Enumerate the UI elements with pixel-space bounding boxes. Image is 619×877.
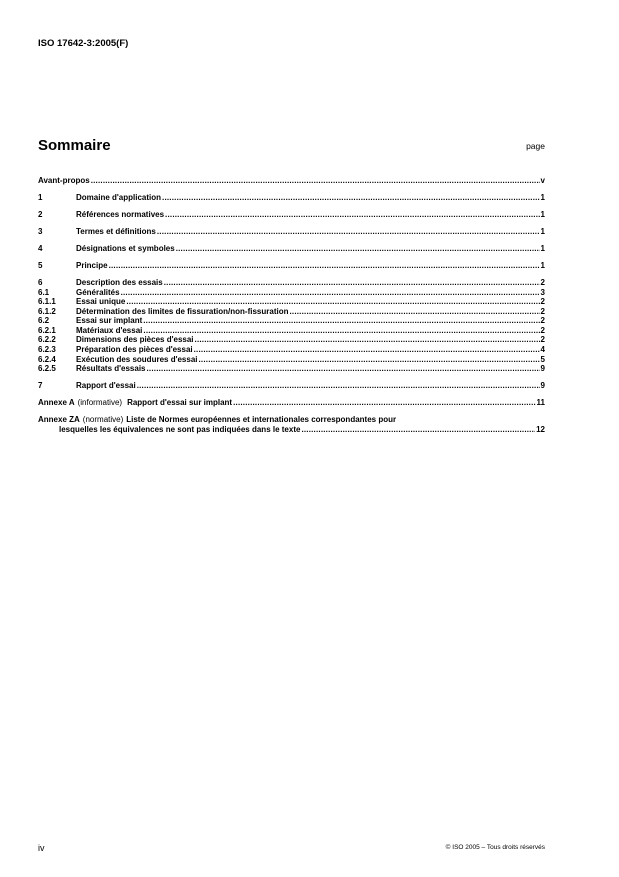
toc-leader-dots (301, 425, 535, 435)
toc-entry-1[interactable] (38, 193, 545, 203)
toc-entry-number: 2 (38, 209, 43, 219)
annex-type: (informative) (77, 398, 123, 408)
toc-leader-dots (233, 398, 535, 408)
toc-entry-number: 6.1.1 (38, 297, 56, 307)
annex-label-line-2: lesquelles les équivalences ne sont pas indiquées dans le texte (59, 424, 301, 434)
toc-entry-4[interactable] (38, 244, 545, 254)
toc-entry-number: 6.2.1 (38, 325, 56, 335)
document-id: ISO 17642-3:2005(F) (38, 38, 129, 49)
toc-entry-6-2-1[interactable] (38, 326, 545, 336)
toc-leader-dots (126, 297, 539, 307)
toc-leader-dots (165, 210, 540, 220)
toc-entry-foreword[interactable] (38, 176, 545, 186)
toc-entry-page: 2 (540, 297, 545, 307)
toc-entry-number: 6.2 (38, 316, 50, 326)
toc-leader-dots (147, 364, 540, 374)
toc-entry-label: Détermination des limites de fissuration/non-fissuration (76, 306, 289, 316)
toc-entry-annex-a[interactable] (38, 398, 545, 408)
toc-entry-page: 2 (540, 325, 545, 335)
annex-label: Rapport d'essai sur implant (127, 398, 233, 408)
toc-entry-label: Description des essais (76, 277, 163, 287)
toc-entry-label: Résultats d'essais (76, 364, 146, 374)
toc-leader-dots (91, 176, 540, 186)
toc-entry-page: 1 (540, 209, 545, 219)
toc-leader-dots (199, 355, 540, 365)
toc-entry-page: 4 (540, 345, 545, 355)
toc-entry-6-1[interactable] (38, 288, 545, 298)
toc-entry-number: 6.1 (38, 287, 50, 297)
annex-label-line-1: Liste de Normes européennes et internationales correspondantes pour (126, 415, 397, 425)
annex-prefix: Annexe ZA (38, 415, 80, 425)
toc-page-label: page (526, 141, 545, 151)
toc-leader-dots (143, 326, 539, 336)
toc-title: Sommaire (38, 137, 111, 154)
toc-entry-number: 6.2.3 (38, 345, 56, 355)
toc-entry-page: 2 (540, 277, 545, 287)
annex-prefix: Annexe A (38, 398, 75, 408)
toc-leader-dots (164, 278, 540, 288)
toc-entry-label: Matériaux d'essai (76, 325, 143, 335)
toc-entry-6-1-1[interactable] (38, 297, 545, 307)
toc-entry-page: 1 (540, 260, 545, 270)
toc-entry-number: 6.2.4 (38, 354, 56, 364)
toc-entry-page: 1 (540, 192, 545, 202)
toc-entry-page: 2 (540, 306, 545, 316)
toc-entry-label: Principe (76, 260, 108, 270)
toc-entry-number: 3 (38, 226, 43, 236)
toc-leader-dots (157, 227, 540, 237)
table-of-contents (38, 176, 545, 434)
toc-entry-6[interactable] (38, 278, 545, 288)
toc-leader-dots (195, 335, 540, 345)
toc-entry-label: Essai sur implant (76, 316, 143, 326)
toc-entry-label: Rapport d'essai (76, 381, 136, 391)
toc-entry-label: Références normatives (76, 209, 165, 219)
toc-entry-label: Exécution des soudures d'essai (76, 354, 198, 364)
toc-entry-number: 6.1.2 (38, 306, 56, 316)
toc-leader-dots (121, 288, 540, 298)
footer-page-number: iv (38, 843, 45, 853)
toc-entry-label: Essai unique (76, 297, 126, 307)
toc-entry-5[interactable] (38, 261, 545, 271)
toc-entry-6-2-2[interactable] (38, 335, 545, 345)
toc-entry-6-2-4[interactable] (38, 355, 545, 365)
toc-entry-number: 5 (38, 260, 43, 270)
toc-entry-page: 2 (540, 335, 545, 345)
toc-entry-6-1-2[interactable] (38, 307, 545, 317)
footer-copyright: © ISO 2005 – Tous droits réservés (445, 844, 545, 851)
toc-entry-number: 6 (38, 277, 43, 287)
toc-leader-dots (137, 381, 540, 391)
toc-entry-2[interactable] (38, 210, 545, 220)
toc-leader-dots (109, 261, 540, 271)
toc-entry-page: 11 (536, 398, 545, 408)
toc-entry-page: 1 (540, 243, 545, 253)
toc-entry-page: 9 (540, 364, 545, 374)
toc-entry-3[interactable] (38, 227, 545, 237)
toc-entry-number: 6.2.5 (38, 364, 56, 374)
toc-entry-number: 1 (38, 192, 43, 202)
toc-entry-page: 1 (540, 226, 545, 236)
toc-entry-page: v (540, 176, 545, 185)
toc-entry-number: 7 (38, 381, 43, 391)
toc-entry-label: Préparation des pièces d'essai (76, 345, 193, 355)
toc-leader-dots (176, 244, 540, 254)
toc-entry-page: 3 (540, 287, 545, 297)
toc-entry-label: Dimensions des pièces d'essai (76, 335, 194, 345)
toc-entry-page: 9 (540, 381, 545, 391)
toc-entry-label: Domaine d'application (76, 192, 162, 202)
toc-entry-6-2-3[interactable] (38, 345, 545, 355)
toc-entry-number: 6.2.2 (38, 335, 56, 345)
toc-leader-dots (143, 316, 539, 326)
toc-entry-label: Généralités (76, 287, 120, 297)
toc-entry-annex-za[interactable] (38, 415, 545, 434)
toc-entry-7[interactable] (38, 381, 545, 391)
annex-type: (normative) (82, 415, 124, 425)
toc-entry-label: Désignations et symboles (76, 243, 175, 253)
toc-entry-page: 12 (536, 424, 545, 434)
toc-entry-label: Termes et définitions (76, 226, 156, 236)
toc-entry-page: 2 (540, 316, 545, 326)
toc-entry-number: 4 (38, 243, 43, 253)
toc-leader-dots (194, 345, 540, 355)
toc-entry-6-2[interactable] (38, 316, 545, 326)
toc-leader-dots (289, 307, 539, 317)
toc-entry-page: 5 (540, 354, 545, 364)
toc-entry-label: Avant-propos (38, 176, 90, 185)
toc-entry-6-2-5[interactable] (38, 364, 545, 374)
toc-leader-dots (162, 193, 540, 203)
